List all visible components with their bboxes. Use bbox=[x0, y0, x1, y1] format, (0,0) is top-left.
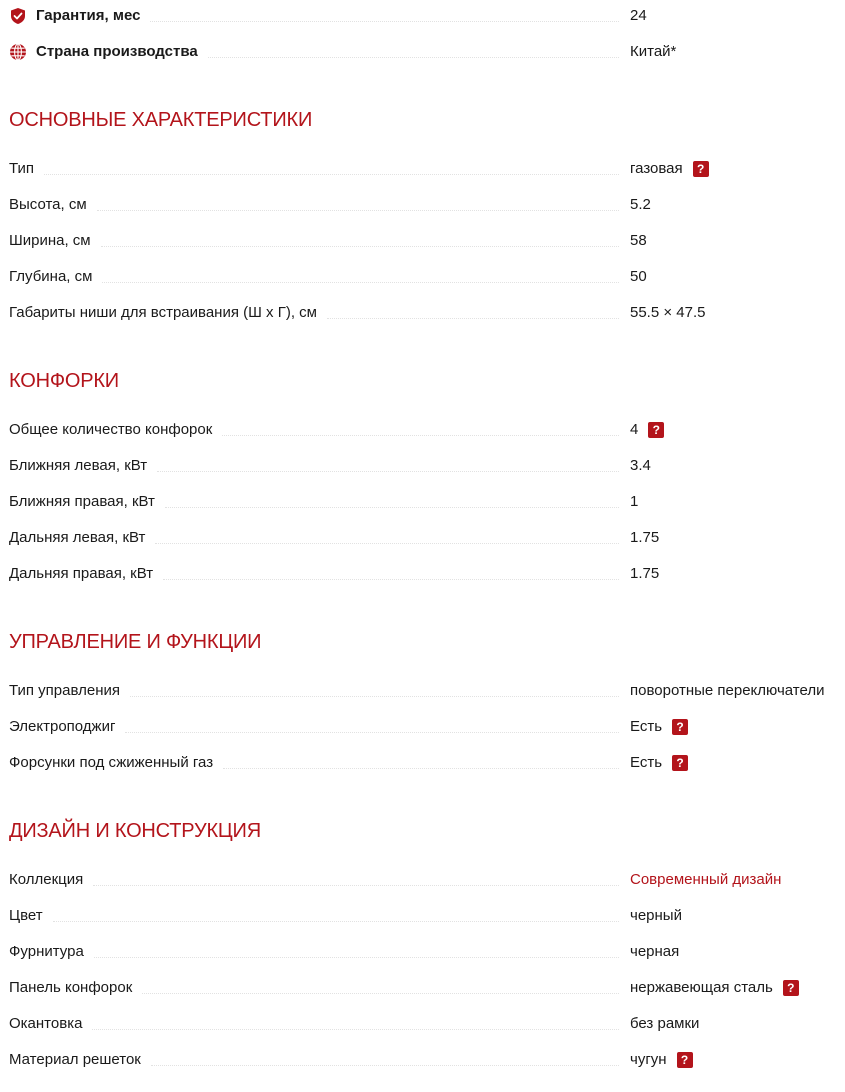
collection-link[interactable]: Современный дизайн bbox=[630, 871, 782, 888]
spec-label: Общее количество конфорок bbox=[9, 421, 213, 438]
spec-label: Ширина, см bbox=[9, 232, 91, 249]
spec-row bbox=[9, 1049, 629, 1071]
spec-value: черная bbox=[630, 943, 680, 960]
spec-row bbox=[9, 230, 629, 252]
dotted-leader bbox=[101, 245, 619, 247]
help-icon[interactable]: ? bbox=[648, 422, 664, 438]
help-icon[interactable]: ? bbox=[677, 1052, 693, 1068]
spec-row bbox=[9, 419, 629, 441]
spec-value: 5.2 bbox=[630, 196, 651, 213]
spec-row bbox=[9, 302, 629, 324]
section-title-burners: КОНФОРКИ bbox=[9, 370, 119, 392]
dotted-leader bbox=[163, 578, 619, 580]
spec-label: Окантовка bbox=[9, 1015, 83, 1032]
help-icon[interactable]: ? bbox=[693, 161, 709, 177]
spec-row bbox=[9, 194, 629, 216]
spec-value: без рамки bbox=[630, 1015, 700, 1032]
spec-value: Есть ? bbox=[630, 752, 688, 774]
spec-value-country: Китай* bbox=[630, 43, 677, 60]
spec-value: черный bbox=[630, 907, 682, 924]
spec-label: Высота, см bbox=[9, 196, 87, 213]
dotted-leader bbox=[97, 209, 619, 211]
spec-value: 55.5 × 47.5 bbox=[630, 304, 706, 321]
spec-value: поворотные переключатели bbox=[630, 682, 825, 699]
dotted-leader bbox=[44, 173, 619, 175]
section-title-main: ОСНОВНЫЕ ХАРАКТЕРИСТИКИ bbox=[9, 109, 313, 131]
spec-value: 1 bbox=[630, 493, 639, 510]
spec-row-warranty bbox=[9, 5, 629, 27]
spec-value: нержавеющая сталь ? bbox=[630, 977, 799, 999]
spec-value: чугун ? bbox=[630, 1049, 693, 1071]
spec-value: 3.4 bbox=[630, 457, 651, 474]
dotted-leader bbox=[165, 506, 619, 508]
spec-label: Габариты ниши для встраивания (Ш x Г), см bbox=[9, 304, 317, 321]
dotted-leader bbox=[151, 1064, 619, 1066]
spec-row bbox=[9, 563, 629, 585]
section-title-design: ДИЗАЙН И КОНСТРУКЦИЯ bbox=[9, 820, 261, 842]
spec-value: 4 ? bbox=[630, 419, 664, 441]
spec-label: Цвет bbox=[9, 907, 43, 924]
spec-label: Панель конфорок bbox=[9, 979, 133, 996]
spec-value: 50 bbox=[630, 268, 647, 285]
spec-row bbox=[9, 158, 629, 180]
dotted-leader bbox=[142, 992, 619, 994]
dotted-leader bbox=[155, 542, 619, 544]
section-title-control: УПРАВЛЕНИЕ И ФУНКЦИИ bbox=[9, 631, 262, 653]
spec-label: Тип bbox=[9, 160, 35, 177]
dotted-leader bbox=[92, 1028, 619, 1030]
spec-row bbox=[9, 869, 629, 891]
help-icon[interactable]: ? bbox=[672, 755, 688, 771]
spec-row bbox=[9, 266, 629, 288]
spec-label: Электроподжиг bbox=[9, 718, 116, 735]
dotted-leader bbox=[208, 56, 619, 58]
dotted-leader bbox=[223, 767, 619, 769]
spec-row bbox=[9, 1013, 629, 1035]
spec-value: газовая ? bbox=[630, 158, 709, 180]
spec-value: Есть ? bbox=[630, 716, 688, 738]
spec-label: Фурнитура bbox=[9, 943, 84, 960]
help-icon[interactable]: ? bbox=[783, 980, 799, 996]
dotted-leader bbox=[94, 956, 619, 958]
spec-value: 58 bbox=[630, 232, 647, 249]
spec-label: Тип управления bbox=[9, 682, 120, 699]
spec-row bbox=[9, 752, 629, 774]
dotted-leader bbox=[222, 434, 619, 436]
dotted-leader bbox=[102, 281, 619, 283]
dotted-leader bbox=[157, 470, 619, 472]
spec-row bbox=[9, 527, 629, 549]
spec-row bbox=[9, 716, 629, 738]
spec-value: 1.75 bbox=[630, 565, 660, 582]
spec-label: Ближняя левая, кВт bbox=[9, 457, 148, 474]
dotted-leader bbox=[130, 695, 619, 697]
spec-label: Коллекция bbox=[9, 871, 84, 888]
spec-value: 1.75 bbox=[630, 529, 660, 546]
help-icon[interactable]: ? bbox=[672, 719, 688, 735]
spec-row-country bbox=[9, 41, 629, 63]
spec-label: Дальняя правая, кВт bbox=[9, 565, 154, 582]
dotted-leader bbox=[327, 317, 619, 319]
spec-label: Дальняя левая, кВт bbox=[9, 529, 146, 546]
spec-label: Форсунки под сжиженный газ bbox=[9, 754, 214, 771]
spec-row bbox=[9, 680, 629, 702]
dotted-leader bbox=[150, 20, 619, 22]
spec-label: Ближняя правая, кВт bbox=[9, 493, 155, 510]
spec-row bbox=[9, 977, 629, 999]
dotted-leader bbox=[53, 920, 619, 922]
spec-value-warranty: 24 bbox=[630, 7, 647, 24]
spec-label: Страна производства bbox=[36, 43, 198, 60]
spec-label: Материал решеток bbox=[9, 1051, 141, 1068]
spec-row bbox=[9, 941, 629, 963]
globe-icon bbox=[9, 43, 27, 61]
spec-row bbox=[9, 491, 629, 513]
dotted-leader bbox=[93, 884, 619, 886]
spec-row bbox=[9, 455, 629, 477]
shield-check-icon bbox=[9, 7, 27, 25]
spec-label: Гарантия, мес bbox=[36, 7, 141, 24]
spec-label: Глубина, см bbox=[9, 268, 93, 285]
spec-row bbox=[9, 905, 629, 927]
dotted-leader bbox=[125, 731, 619, 733]
